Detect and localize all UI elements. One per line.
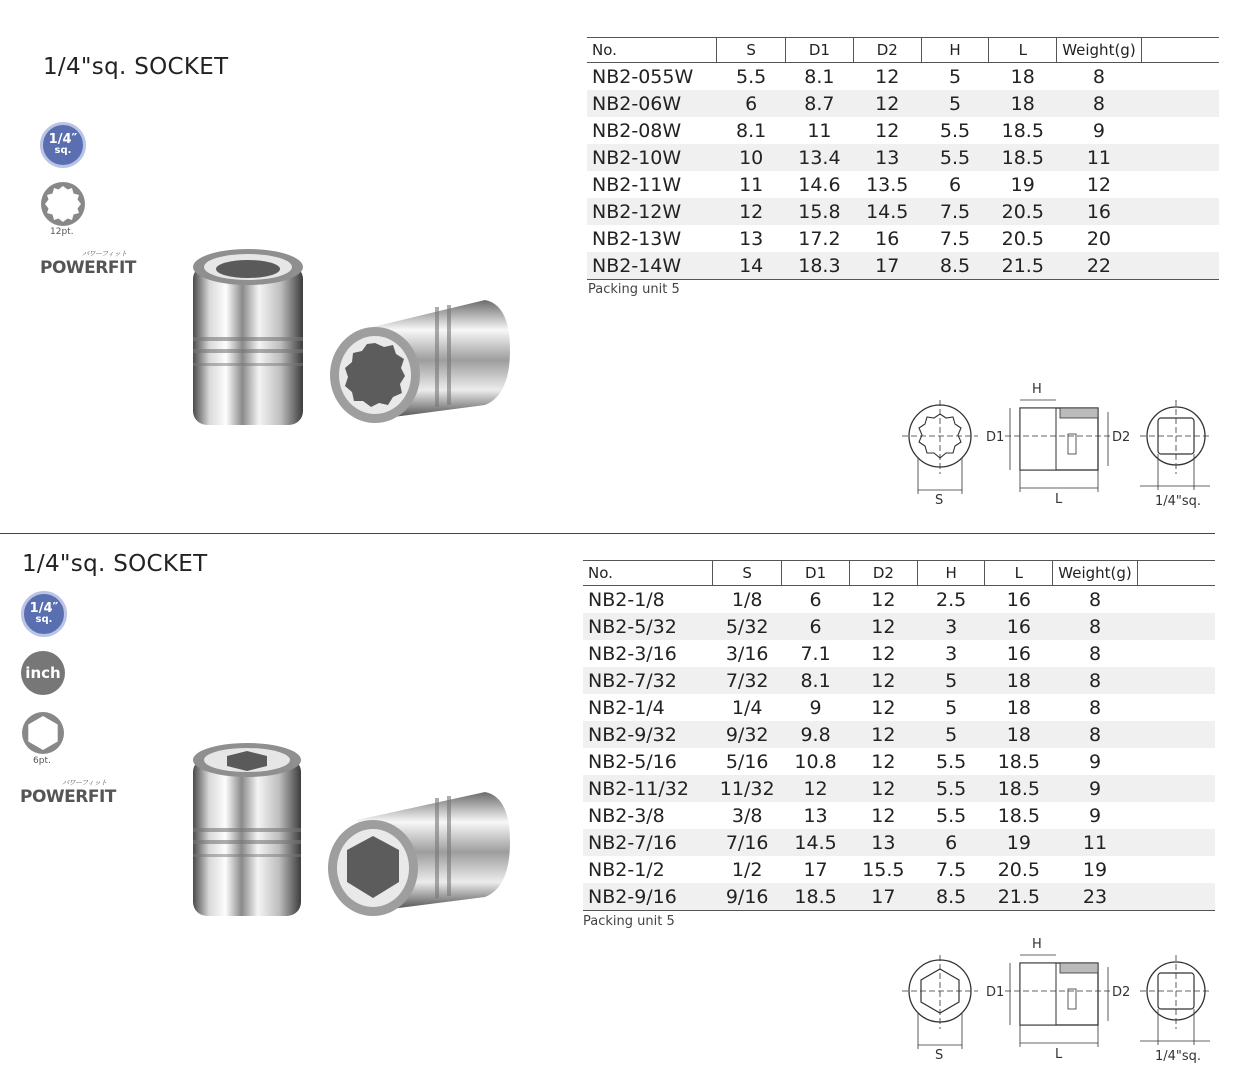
cell-empty [1137, 721, 1215, 748]
table-row [583, 586, 1215, 614]
table-header-row [587, 38, 1219, 63]
table-row [583, 775, 1215, 802]
cell-value: 11 [1057, 144, 1141, 171]
powerfit-kana: パワーフィット [62, 779, 107, 787]
cell-value: 7.5 [921, 198, 989, 225]
cell-part-number: NB2-055W [592, 65, 694, 88]
cell-value: 8 [1053, 721, 1137, 748]
cell-value: 12 [871, 750, 896, 773]
cell-part-number: NB2-11/32 [583, 775, 713, 802]
table-row [583, 640, 1215, 667]
cell-value: 12 [849, 613, 917, 640]
spec-table [583, 560, 1215, 911]
section-title: 1/4"sq. SOCKET [22, 551, 208, 577]
table-row [587, 198, 1219, 225]
packing-unit: Packing unit 5 [583, 914, 675, 929]
table-row [587, 63, 1219, 91]
cell-value: 14.5 [853, 198, 921, 225]
cell-value: 16 [875, 227, 900, 250]
header-no: No. [583, 561, 713, 586]
cell-part-number: NB2-12W [587, 198, 717, 225]
cell-value: 3 [945, 642, 958, 665]
table-row [583, 883, 1215, 911]
cell-value: 8 [1053, 667, 1137, 694]
badge-line-1: 1/4″ [29, 601, 59, 617]
table-row [583, 748, 1215, 775]
table-row [583, 667, 1215, 694]
cell-value: 17 [803, 858, 828, 881]
cell-value: 8.7 [786, 90, 854, 117]
dim-label-sq: 1/4"sq. [1155, 494, 1202, 509]
cell-value: 19 [1082, 858, 1108, 881]
table-row [583, 802, 1215, 829]
header-weight: Weight(g) [1053, 561, 1137, 586]
cell-value: 18.5 [985, 775, 1053, 802]
dim-label-h: H [1032, 382, 1042, 397]
cell-value: 20.5 [989, 198, 1057, 225]
table-row [583, 613, 1215, 640]
cell-value: 12 [782, 775, 850, 802]
cell-empty [1141, 198, 1219, 225]
cell-empty [1137, 856, 1215, 883]
cell-value: 11 [739, 173, 764, 196]
cell-empty [1137, 775, 1215, 802]
cell-value: 9 [1088, 750, 1102, 773]
table-row [587, 171, 1219, 198]
spec-table [587, 37, 1219, 280]
cell-value: 18 [985, 721, 1053, 748]
header-d2: D2 [853, 38, 921, 63]
cell-value: 9 [1053, 775, 1137, 802]
cell-part-number: NB2-7/16 [583, 829, 713, 856]
cell-value: 8.5 [917, 883, 985, 911]
cell-empty [1137, 586, 1215, 614]
cell-value: 20 [1086, 227, 1112, 250]
header-h: H [921, 38, 989, 63]
cell-value: 3 [917, 613, 985, 640]
dim-label-d1: D1 [986, 985, 1005, 1000]
cell-value: 12 [871, 588, 896, 611]
cell-value: 14.6 [798, 173, 841, 196]
header-d2: D2 [849, 561, 917, 586]
cell-value: 14.5 [782, 829, 850, 856]
cell-part-number: NB2-7/32 [583, 667, 713, 694]
cell-value: 18.3 [786, 252, 854, 280]
header-weight: Weight(g) [1057, 38, 1141, 63]
cell-value: 12 [871, 696, 896, 719]
cell-empty [1141, 63, 1219, 91]
cell-value: 22 [1057, 252, 1141, 280]
cell-value: 3/16 [725, 642, 769, 665]
header-l: L [989, 38, 1057, 63]
powerfit-logo [20, 779, 116, 807]
section-title: 1/4"sq. SOCKET [43, 54, 229, 80]
cell-value: 15.8 [786, 198, 854, 225]
dim-label-d2: D2 [1112, 985, 1131, 1000]
cell-value: 10 [717, 144, 786, 171]
cell-value: 12 [849, 667, 917, 694]
cell-value: 11 [1053, 829, 1137, 856]
cell-value: 8.1 [804, 65, 835, 88]
cell-value: 18.5 [1001, 119, 1044, 142]
cell-value: 5.5 [917, 775, 985, 802]
cell-value: 12 [875, 119, 900, 142]
table-row [583, 694, 1215, 721]
cell-value: 6 [917, 829, 985, 856]
cell-part-number: NB2-9/32 [583, 721, 713, 748]
cell-value: 13 [739, 227, 764, 250]
cell-value: 16 [985, 613, 1053, 640]
cell-empty [1137, 802, 1215, 829]
cell-value: 13.4 [786, 144, 854, 171]
cell-part-number: NB2-1/8 [588, 588, 665, 611]
cell-value: 7/32 [713, 667, 782, 694]
cell-part-number: NB2-3/8 [588, 804, 665, 827]
cell-value: 8.1 [736, 119, 767, 142]
cell-value: 9 [1088, 804, 1102, 827]
cell-value: 1/8 [731, 588, 763, 611]
cell-value: 21.5 [989, 252, 1057, 280]
cell-empty [1137, 613, 1215, 640]
table-header-row [583, 561, 1215, 586]
cell-value: 18.5 [782, 883, 850, 911]
packing-unit: Packing unit 5 [588, 282, 680, 297]
cell-empty [1137, 667, 1215, 694]
powerfit-kana: パワーフィット [82, 250, 127, 258]
cell-value: 18 [1010, 65, 1035, 88]
cell-value: 12 [1086, 173, 1112, 196]
cell-value: 3/8 [731, 804, 763, 827]
cell-part-number: NB2-9/16 [583, 883, 713, 911]
table-row [587, 117, 1219, 144]
cell-empty [1137, 640, 1215, 667]
cell-empty [1137, 748, 1215, 775]
cell-value: 9 [1092, 119, 1105, 142]
header-spare [1137, 561, 1215, 586]
cell-value: 18 [1006, 696, 1031, 719]
cell-value: 18.5 [997, 804, 1041, 827]
cell-value: 6 [809, 588, 822, 611]
table-row [587, 252, 1219, 280]
cell-value: 16 [1006, 642, 1031, 665]
cell-value: 5.5 [939, 119, 971, 142]
cell-part-number: NB2-06W [587, 90, 717, 117]
cell-value: 16 [1006, 588, 1031, 611]
cell-value: 5.5 [921, 144, 989, 171]
cell-empty [1137, 829, 1215, 856]
square-drive-badge [40, 122, 86, 168]
cell-value: 9/32 [713, 721, 782, 748]
cell-value: 13 [803, 804, 828, 827]
dimension-diagram-6pt [900, 935, 1220, 1067]
table-row [583, 856, 1215, 883]
cell-value: 23 [1053, 883, 1137, 911]
cell-value: 8.1 [782, 667, 850, 694]
cell-empty [1141, 252, 1219, 280]
cell-empty [1141, 225, 1219, 252]
header-s: S [717, 38, 786, 63]
cell-value: 17 [853, 252, 921, 280]
header-h: H [917, 561, 985, 586]
cell-value: 5/16 [725, 750, 769, 773]
badge-line-1: 1/4″ [48, 132, 78, 148]
cell-value: 21.5 [985, 883, 1053, 911]
cell-value: 5 [917, 721, 985, 748]
section-divider [0, 533, 1215, 534]
header-no: No. [587, 38, 717, 63]
cell-value: 6 [948, 173, 962, 196]
cell-value: 5 [948, 65, 962, 88]
dim-label-l: L [1055, 492, 1063, 507]
cell-part-number: NB2-1/4 [588, 696, 665, 719]
cell-value: 5 [945, 696, 958, 719]
cell-empty [1141, 171, 1219, 198]
table-row [583, 721, 1215, 748]
cell-part-number: NB2-1/2 [588, 858, 665, 881]
square-drive-badge [21, 591, 67, 637]
header-l: L [985, 561, 1053, 586]
cell-value: 6 [782, 613, 850, 640]
powerfit-logo [40, 250, 136, 278]
cell-value: 19 [1010, 173, 1035, 196]
cell-value: 15.5 [862, 858, 905, 881]
cell-value: 12 [853, 90, 921, 117]
cell-value: 9 [809, 696, 822, 719]
cell-value: 12 [717, 198, 786, 225]
socket-photo-6pt [185, 740, 525, 935]
twelve-point-icon [39, 180, 87, 228]
dim-label-d2: D2 [1112, 430, 1131, 445]
dim-label-s: S [935, 1048, 944, 1063]
cell-value: 16 [1057, 198, 1141, 225]
cell-value: 6 [717, 90, 786, 117]
cell-value: 7.1 [800, 642, 831, 665]
badge-line-2: sq. [54, 145, 72, 157]
cell-value: 20.5 [997, 858, 1041, 881]
cell-value: 9/16 [713, 883, 782, 911]
cell-part-number: NB2-5/16 [588, 750, 677, 773]
cell-value: 7.5 [936, 858, 967, 881]
table-row [587, 225, 1219, 252]
cell-value: 5 [917, 667, 985, 694]
cell-value: 13 [849, 829, 917, 856]
table-row [587, 90, 1219, 117]
six-point-icon [20, 710, 66, 756]
cell-value: 13 [853, 144, 921, 171]
cell-value: 11 [807, 119, 832, 142]
dim-label-d1: D1 [986, 430, 1005, 445]
cell-value: 14 [717, 252, 786, 280]
point-count-label: 12pt. [50, 227, 74, 237]
cell-part-number: NB2-5/32 [583, 613, 713, 640]
cell-value: 5.5 [936, 804, 967, 827]
cell-value: 12 [871, 804, 896, 827]
cell-value: 8 [1088, 696, 1102, 719]
cell-value: 12 [849, 775, 917, 802]
cell-value: 7/16 [713, 829, 782, 856]
socket-photo-12pt [185, 245, 525, 440]
cell-part-number: NB2-08W [592, 119, 682, 142]
cell-value: 17.2 [798, 227, 841, 250]
cell-part-number: NB2-10W [587, 144, 717, 171]
table-row [583, 829, 1215, 856]
cell-value: 13.5 [866, 173, 909, 196]
dim-label-s: S [935, 493, 944, 508]
cell-part-number: NB2-14W [587, 252, 717, 280]
header-s: S [713, 561, 782, 586]
cell-value: 19 [985, 829, 1053, 856]
cell-empty [1141, 144, 1219, 171]
cell-value: 8 [1053, 613, 1137, 640]
header-d1: D1 [786, 38, 854, 63]
cell-value: 5/32 [713, 613, 782, 640]
cell-value: 18 [985, 667, 1053, 694]
table-row [587, 144, 1219, 171]
cell-value: 1/2 [731, 858, 763, 881]
cell-empty [1141, 90, 1219, 117]
cell-value: 5 [921, 90, 989, 117]
cell-value: 1/4 [731, 696, 763, 719]
cell-value: 8.5 [921, 252, 989, 280]
cell-empty [1137, 694, 1215, 721]
cell-part-number: NB2-13W [592, 227, 682, 250]
dim-label-l: L [1055, 1047, 1063, 1062]
header-d1: D1 [782, 561, 850, 586]
cell-value: 12 [849, 721, 917, 748]
inch-badge: inch [21, 651, 65, 695]
cell-value: 18.5 [997, 750, 1041, 773]
cell-empty [1141, 117, 1219, 144]
cell-value: 8 [1088, 588, 1102, 611]
cell-value: 8 [1088, 642, 1102, 665]
cell-value: 7.5 [939, 227, 971, 250]
cell-value: 2.5 [936, 588, 967, 611]
header-spare [1141, 38, 1219, 63]
cell-part-number: NB2-3/16 [588, 642, 677, 665]
cell-empty [1137, 883, 1215, 911]
cell-value: 10.8 [794, 750, 837, 773]
cell-value: 5.5 [736, 65, 767, 88]
badge-line-2: sq. [35, 614, 53, 626]
cell-value: 12 [875, 65, 900, 88]
cell-value: 8 [1057, 90, 1141, 117]
cell-value: 8 [1092, 65, 1105, 88]
cell-value: 18.5 [989, 144, 1057, 171]
powerfit-text: POWERFIT [40, 258, 136, 278]
dim-label-sq: 1/4"sq. [1155, 1049, 1202, 1064]
cell-value: 9.8 [782, 721, 850, 748]
cell-value: 18 [989, 90, 1057, 117]
cell-value: 11/32 [713, 775, 782, 802]
cell-part-number: NB2-11W [592, 173, 682, 196]
powerfit-text: POWERFIT [20, 787, 116, 807]
cell-value: 5.5 [936, 750, 967, 773]
point-count-label: 6pt. [33, 756, 51, 766]
dimension-diagram-12pt [900, 378, 1220, 510]
cell-value: 17 [849, 883, 917, 911]
cell-value: 12 [871, 642, 896, 665]
cell-value: 20.5 [1001, 227, 1044, 250]
dim-label-h: H [1032, 937, 1042, 952]
